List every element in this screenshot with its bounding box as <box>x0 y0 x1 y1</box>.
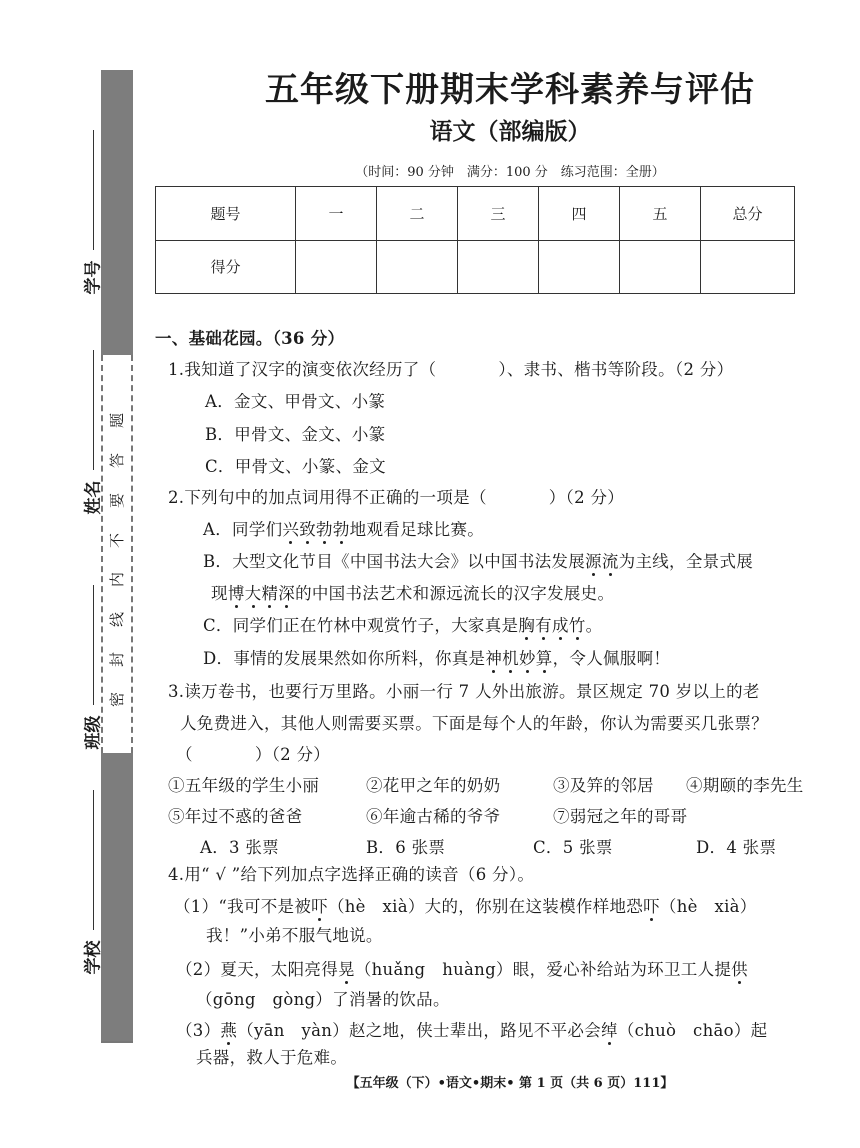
student-id-line <box>93 130 94 250</box>
binding-strip-bottom <box>101 753 133 1041</box>
name-label: 姓名 <box>83 480 104 515</box>
question-2-option-d: D．事情的发展果然如你所料，你真是神机妙算，令人佩服啊！ <box>203 649 671 668</box>
question-1-option-a: A．金文、甲骨文、小篆 <box>205 392 386 411</box>
score-cell[interactable] <box>296 240 377 294</box>
school-line <box>93 790 94 930</box>
page-title: 五年级下册期末学科素养与评估 <box>265 70 755 110</box>
class-line <box>93 585 94 705</box>
dotted-char: 机 <box>502 649 519 668</box>
question-3-option-c: C．5 张票 <box>533 838 613 857</box>
score-table <box>155 186 795 294</box>
score-cell[interactable] <box>539 240 620 294</box>
question-4-sentence-1: （1）“我可不是被吓（hè xià）大的，你别在这装模作样地恐吓（hè xià） <box>174 897 757 916</box>
score-cell[interactable] <box>620 240 701 294</box>
question-number-header: 题号 <box>156 187 296 241</box>
question-3-option-b: B．6 张票 <box>366 838 446 857</box>
column-5: 五 <box>620 187 701 241</box>
question-3-answer: （ ）（2 分） <box>176 745 331 764</box>
person-6: ⑥年逾古稀的爷爷 <box>366 807 501 826</box>
dotted-char: 燕 <box>220 1021 238 1040</box>
question-3-option-d: D．4 张票 <box>696 838 777 857</box>
exam-info: （时间：90 分钟 满分：100 分 练习范围：全册） <box>355 165 665 180</box>
question-4-sentence-1-cont: 我！”小弟不服气地说。 <box>206 926 383 945</box>
score-cell-total[interactable] <box>701 240 795 294</box>
question-4-stem: 4.用“ √ ”给下列加点字选择正确的读音（6 分）。 <box>168 865 535 884</box>
school-label: 学校 <box>83 940 104 975</box>
dotted-char: 成 <box>551 616 569 635</box>
dotted-char: 吓 <box>643 897 660 916</box>
dotted-char: 勃 <box>332 520 350 539</box>
person-1: ①五年级的学生小丽 <box>168 776 320 795</box>
page-footer: 【五年级（下）•语文•期末• 第 1 页（共 6 页）111】 <box>346 1076 674 1091</box>
dotted-char: 博 <box>227 584 245 603</box>
column-total: 总分 <box>701 187 795 241</box>
name-line <box>93 350 94 470</box>
section-heading: 一、基础花园。（36 分） <box>155 329 345 348</box>
dotted-char: 兴 <box>282 520 300 539</box>
question-4-sentence-2-cont: （gōng gòng）了消暑的饮品。 <box>196 990 450 1009</box>
score-table-header-row <box>156 187 795 241</box>
person-4: ④期颐的李先生 <box>686 776 804 795</box>
person-7: ⑦弱冠之年的哥哥 <box>553 807 688 826</box>
dotted-char: 有 <box>535 616 552 635</box>
class-label: 班级 <box>83 715 104 750</box>
dotted-char: 绰 <box>601 1021 618 1040</box>
dotted-char: 吓 <box>311 897 328 916</box>
seal-line-warning: 题 答 要 不 内 线 封 密 <box>108 412 127 707</box>
dotted-char: 供 <box>731 960 748 979</box>
student-id-label: 学号 <box>83 260 104 295</box>
dotted-char: 晃 <box>338 960 355 979</box>
score-table-score-row <box>156 240 795 294</box>
question-4-sentence-3-cont: 兵器，救人于危难。 <box>196 1048 348 1067</box>
column-2: 二 <box>377 187 458 241</box>
dotted-char: 大 <box>244 584 262 603</box>
dotted-char: 竹 <box>568 616 586 635</box>
score-cell[interactable] <box>377 240 458 294</box>
question-1-option-c: C．甲骨文、小篆、金文 <box>205 457 386 476</box>
page-subtitle: 语文（部编版） <box>429 118 591 145</box>
dotted-char: 源 <box>585 552 602 571</box>
dotted-char: 胸 <box>518 616 536 635</box>
column-1: 一 <box>296 187 377 241</box>
binding-strip-top <box>101 70 133 355</box>
question-1-stem: 1.我知道了汉字的演变依次经历了（ ）、隶书、楷书等阶段。（2 分） <box>168 360 734 379</box>
person-5: ⑤年过不惑的爸爸 <box>168 807 303 826</box>
dotted-char: 神 <box>485 649 503 668</box>
question-2-option-a: A．同学们兴致勃勃地观看足球比赛。 <box>203 520 485 539</box>
column-4: 四 <box>539 187 620 241</box>
dotted-char: 精 <box>261 584 279 603</box>
score-row-label: 得分 <box>156 240 296 294</box>
question-2-stem: 2.下列句中的加点词用得不正确的一项是（ ）（2 分） <box>168 488 625 507</box>
question-2-option-b: B．大型文化节目《中国书法大会》以中国书法发展源流为主线，全景式展 <box>203 552 754 571</box>
dotted-char: 妙 <box>518 649 536 668</box>
dotted-char: 流 <box>601 552 619 571</box>
question-4-sentence-3: （3）燕（yān yàn）赵之地，侠士辈出，路见不平必会绰（chuò chāo）起 <box>176 1021 768 1040</box>
question-3-line-1: 3.读万卷书，也要行万里路。小丽一行 7 人外出旅游。景区规定 70 岁以上的老 <box>168 682 760 701</box>
question-1-option-b: B．甲骨文、金文、小篆 <box>205 425 386 444</box>
question-3-option-a: A．3 张票 <box>200 838 279 857</box>
question-3-line-2: 人免费进入，其他人则需要买票。下面是每个人的年龄，你认为需要买几张票？ <box>180 714 768 733</box>
dotted-char: 致 <box>299 520 317 539</box>
dotted-char: 深 <box>278 584 296 603</box>
binding-strip-end <box>101 1041 133 1043</box>
column-3: 三 <box>458 187 539 241</box>
question-2-option-b-cont: 现博大精深的中国书法艺术和源远流长的汉字发展史。 <box>211 584 615 603</box>
score-cell[interactable] <box>458 240 539 294</box>
dotted-char: 勃 <box>316 520 333 539</box>
dotted-char: 算 <box>535 649 553 668</box>
question-4-sentence-2: （2）夏天，太阳亮得晃（huǎng huàng）眼，爱心补给站为环卫工人提供 <box>176 960 748 979</box>
person-3: ③及笄的邻居 <box>553 776 654 795</box>
question-2-option-c: C．同学们正在竹林中观赏竹子，大家真是胸有成竹。 <box>203 616 603 635</box>
person-2: ②花甲之年的奶奶 <box>366 776 501 795</box>
